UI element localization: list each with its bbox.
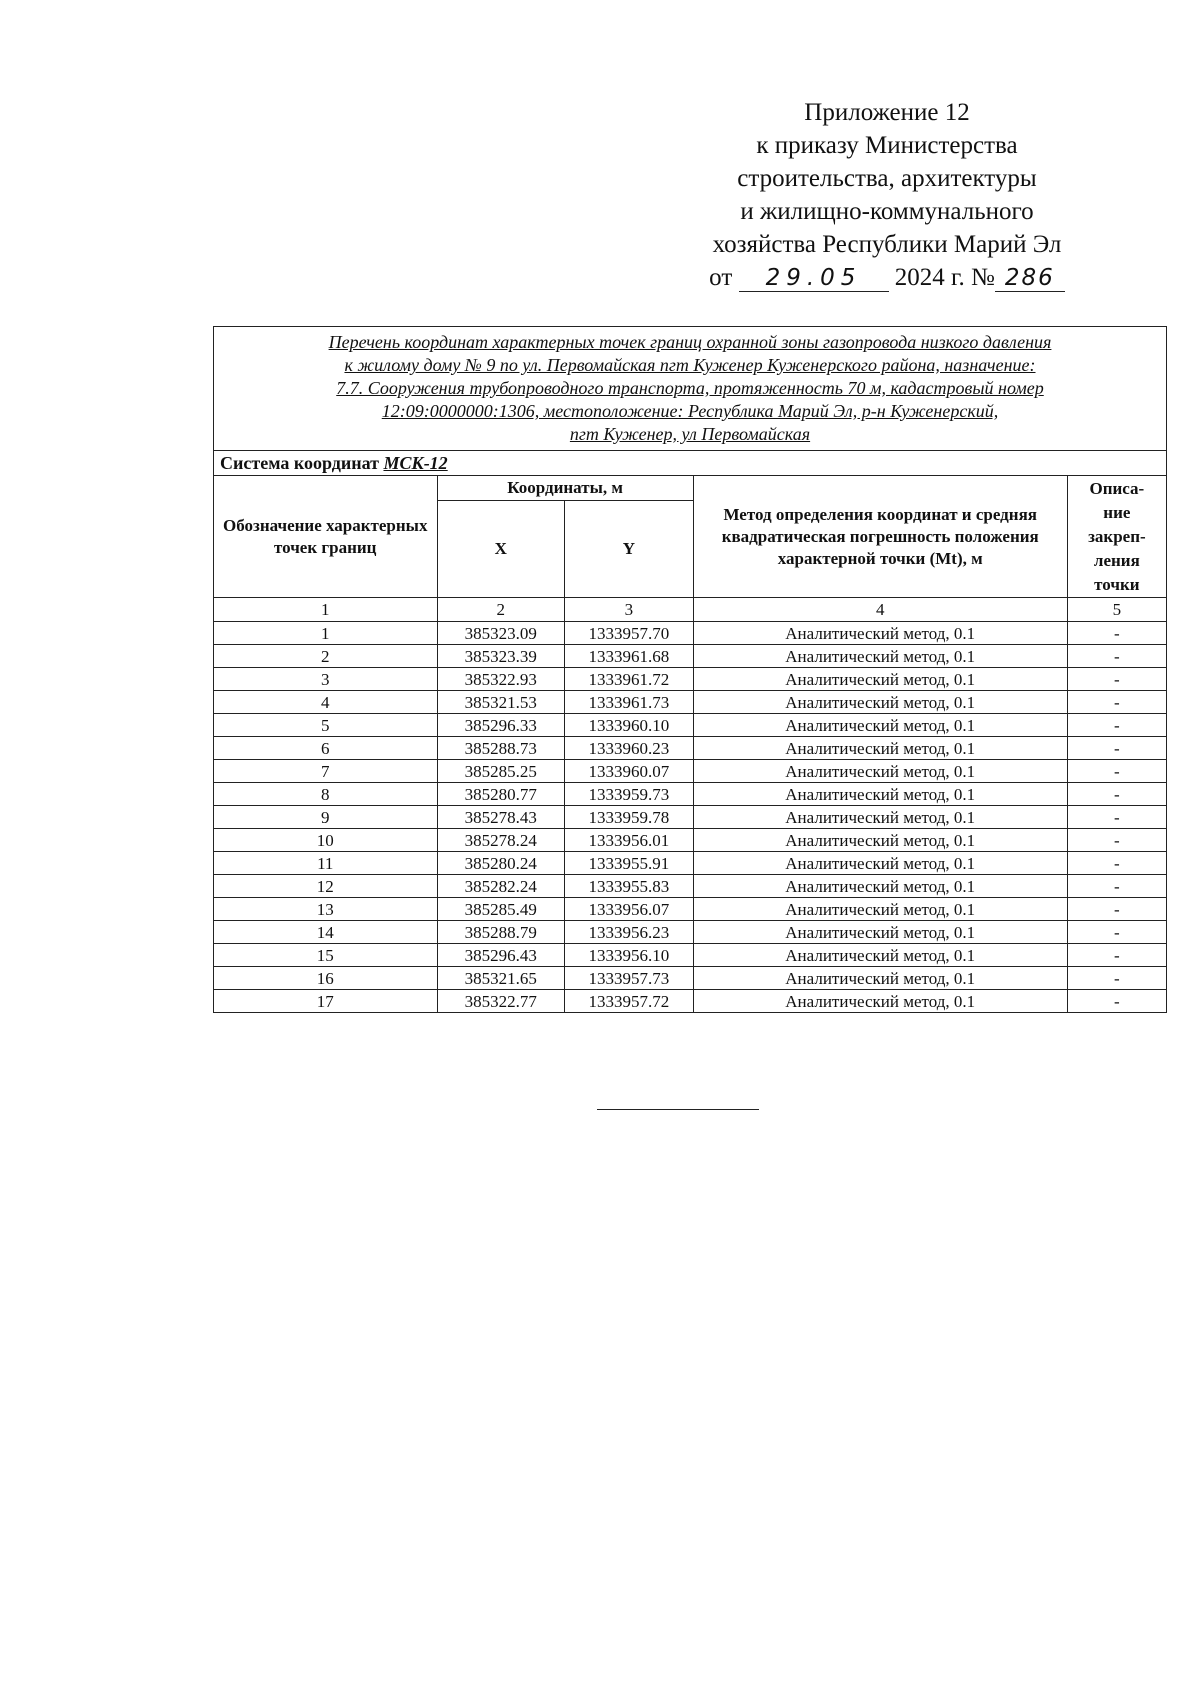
table-row xyxy=(214,875,1167,898)
method-cell: Аналитический метод, 0.1 xyxy=(693,645,1067,668)
y-coordinate: 1333961.72 xyxy=(565,668,694,691)
description-cell: - xyxy=(1067,714,1166,737)
title-line: 12:09:0000000:1306, местоположение: Республика Марий Эл, р-н Куженерский, xyxy=(381,401,999,421)
table-row xyxy=(214,714,1167,737)
method-cell: Аналитический метод, 0.1 xyxy=(693,898,1067,921)
method-cell: Аналитический метод, 0.1 xyxy=(693,783,1067,806)
coordinates-table xyxy=(213,326,1167,1013)
y-coordinate: 1333956.01 xyxy=(565,829,694,852)
x-coordinate: 385282.24 xyxy=(437,875,565,898)
method-cell: Аналитический метод, 0.1 xyxy=(693,714,1067,737)
point-number: 16 xyxy=(214,967,438,990)
point-number: 9 xyxy=(214,806,438,829)
description-cell: - xyxy=(1067,852,1166,875)
y-coordinate: 1333961.73 xyxy=(565,691,694,714)
y-coordinate: 1333956.10 xyxy=(565,944,694,967)
point-number: 7 xyxy=(214,760,438,783)
column-number-row xyxy=(214,598,1167,622)
header-line: Приложение 12 xyxy=(804,99,970,126)
description-cell: - xyxy=(1067,622,1166,645)
description-cell: - xyxy=(1067,944,1166,967)
description-cell: - xyxy=(1067,990,1166,1013)
x-coordinate: 385278.43 xyxy=(437,806,565,829)
description-cell: - xyxy=(1067,691,1166,714)
point-number: 6 xyxy=(214,737,438,760)
table-row xyxy=(214,852,1167,875)
col-header-designation: Обозначение характерных точек границ xyxy=(214,476,438,598)
method-cell: Аналитический метод, 0.1 xyxy=(693,806,1067,829)
header-line: к приказу Министерства xyxy=(756,132,1018,159)
x-coordinate: 385278.24 xyxy=(437,829,565,852)
point-number: 11 xyxy=(214,852,438,875)
table-row xyxy=(214,967,1167,990)
title-line: 7.7. Сооружения трубопроводного транспорта, протяженность 70 м, кадастровый номер xyxy=(336,378,1044,398)
table-row xyxy=(214,691,1167,714)
header-line: хозяйства Республики Марий Эл xyxy=(712,231,1062,258)
table-row xyxy=(214,668,1167,691)
title-line: к жилому дому № 9 по ул. Первомайская пгт Куженер Куженерского района, назначение: xyxy=(344,355,1036,375)
method-cell: Аналитический метод, 0.1 xyxy=(693,875,1067,898)
table-row xyxy=(214,760,1167,783)
header-date-line xyxy=(672,261,1102,294)
table-row xyxy=(214,898,1167,921)
description-cell: - xyxy=(1067,668,1166,691)
x-coordinate: 385296.43 xyxy=(437,944,565,967)
method-cell: Аналитический метод, 0.1 xyxy=(693,737,1067,760)
col-header-coordinates: Координаты, м xyxy=(437,476,693,501)
y-coordinate: 1333957.73 xyxy=(565,967,694,990)
table-title xyxy=(214,327,1167,451)
handwritten-date: 29.05 xyxy=(739,265,889,292)
column-number: 3 xyxy=(565,598,694,622)
x-coordinate: 385322.93 xyxy=(437,668,565,691)
column-number: 5 xyxy=(1067,598,1166,622)
y-coordinate: 1333955.83 xyxy=(565,875,694,898)
table-row xyxy=(214,921,1167,944)
col-header-description: Описа- ние закреп- ления точки xyxy=(1067,476,1166,598)
x-coordinate: 385321.53 xyxy=(437,691,565,714)
y-coordinate: 1333960.10 xyxy=(565,714,694,737)
point-number: 17 xyxy=(214,990,438,1013)
col-header-y: Y xyxy=(565,501,694,598)
point-number: 8 xyxy=(214,783,438,806)
x-coordinate: 385280.24 xyxy=(437,852,565,875)
title-line: Перечень координат характерных точек границ охранной зоны газопровода низкого давления xyxy=(328,332,1052,352)
method-cell: Аналитический метод, 0.1 xyxy=(693,668,1067,691)
table-row xyxy=(214,829,1167,852)
method-cell: Аналитический метод, 0.1 xyxy=(693,691,1067,714)
column-number: 2 xyxy=(437,598,565,622)
x-coordinate: 385323.39 xyxy=(437,645,565,668)
y-coordinate: 1333957.70 xyxy=(565,622,694,645)
method-cell: Аналитический метод, 0.1 xyxy=(693,967,1067,990)
description-cell: - xyxy=(1067,921,1166,944)
title-line: пгт Куженер, ул Первомайская xyxy=(569,424,811,444)
handwritten-number: 286 xyxy=(995,265,1065,292)
x-coordinate: 385296.33 xyxy=(437,714,565,737)
method-cell: Аналитический метод, 0.1 xyxy=(693,622,1067,645)
point-number: 14 xyxy=(214,921,438,944)
x-coordinate: 385285.25 xyxy=(437,760,565,783)
y-coordinate: 1333956.07 xyxy=(565,898,694,921)
y-coordinate: 1333960.23 xyxy=(565,737,694,760)
y-coordinate: 1333956.23 xyxy=(565,921,694,944)
method-cell: Аналитический метод, 0.1 xyxy=(693,829,1067,852)
y-coordinate: 1333955.91 xyxy=(565,852,694,875)
method-cell: Аналитический метод, 0.1 xyxy=(693,944,1067,967)
point-number: 10 xyxy=(214,829,438,852)
table-row xyxy=(214,645,1167,668)
point-number: 5 xyxy=(214,714,438,737)
point-number: 12 xyxy=(214,875,438,898)
header-line: и жилищно-коммунального xyxy=(740,198,1034,225)
point-number: 13 xyxy=(214,898,438,921)
x-coordinate: 385323.09 xyxy=(437,622,565,645)
x-coordinate: 385288.79 xyxy=(437,921,565,944)
method-cell: Аналитический метод, 0.1 xyxy=(693,990,1067,1013)
x-coordinate: 385322.77 xyxy=(437,990,565,1013)
point-number: 1 xyxy=(214,622,438,645)
description-cell: - xyxy=(1067,806,1166,829)
table-row xyxy=(214,783,1167,806)
x-coordinate: 385321.65 xyxy=(437,967,565,990)
year-label: 2024 г. № xyxy=(894,264,995,291)
closing-line xyxy=(597,1109,759,1110)
system-name: МСК-12 xyxy=(383,452,448,473)
y-coordinate: 1333957.72 xyxy=(565,990,694,1013)
from-label: от xyxy=(709,264,733,291)
table-row xyxy=(214,737,1167,760)
method-cell: Аналитический метод, 0.1 xyxy=(693,852,1067,875)
description-cell: - xyxy=(1067,645,1166,668)
description-cell: - xyxy=(1067,783,1166,806)
description-cell: - xyxy=(1067,898,1166,921)
x-coordinate: 385280.77 xyxy=(437,783,565,806)
y-coordinate: 1333959.73 xyxy=(565,783,694,806)
col-header-method: Метод определения координат и средняя квадратическая погрешность положения характерной точки (Mt), м xyxy=(693,476,1067,598)
point-number: 3 xyxy=(214,668,438,691)
system-label: Система координат xyxy=(220,452,379,473)
point-number: 2 xyxy=(214,645,438,668)
description-cell: - xyxy=(1067,967,1166,990)
description-cell: - xyxy=(1067,875,1166,898)
x-coordinate: 385288.73 xyxy=(437,737,565,760)
table-row xyxy=(214,806,1167,829)
column-number: 1 xyxy=(214,598,438,622)
x-coordinate: 385285.49 xyxy=(437,898,565,921)
y-coordinate: 1333959.78 xyxy=(565,806,694,829)
description-cell: - xyxy=(1067,829,1166,852)
table-row xyxy=(214,990,1167,1013)
order-header xyxy=(672,96,1102,294)
y-coordinate: 1333960.07 xyxy=(565,760,694,783)
method-cell: Аналитический метод, 0.1 xyxy=(693,760,1067,783)
description-cell: - xyxy=(1067,737,1166,760)
table-row xyxy=(214,944,1167,967)
point-number: 15 xyxy=(214,944,438,967)
point-number: 4 xyxy=(214,691,438,714)
coordinate-system xyxy=(214,451,1167,476)
header-line: строительства, архитектуры xyxy=(737,165,1037,192)
column-number: 4 xyxy=(693,598,1067,622)
table-row xyxy=(214,622,1167,645)
description-cell: - xyxy=(1067,760,1166,783)
y-coordinate: 1333961.68 xyxy=(565,645,694,668)
col-header-x: X xyxy=(437,501,565,598)
method-cell: Аналитический метод, 0.1 xyxy=(693,921,1067,944)
